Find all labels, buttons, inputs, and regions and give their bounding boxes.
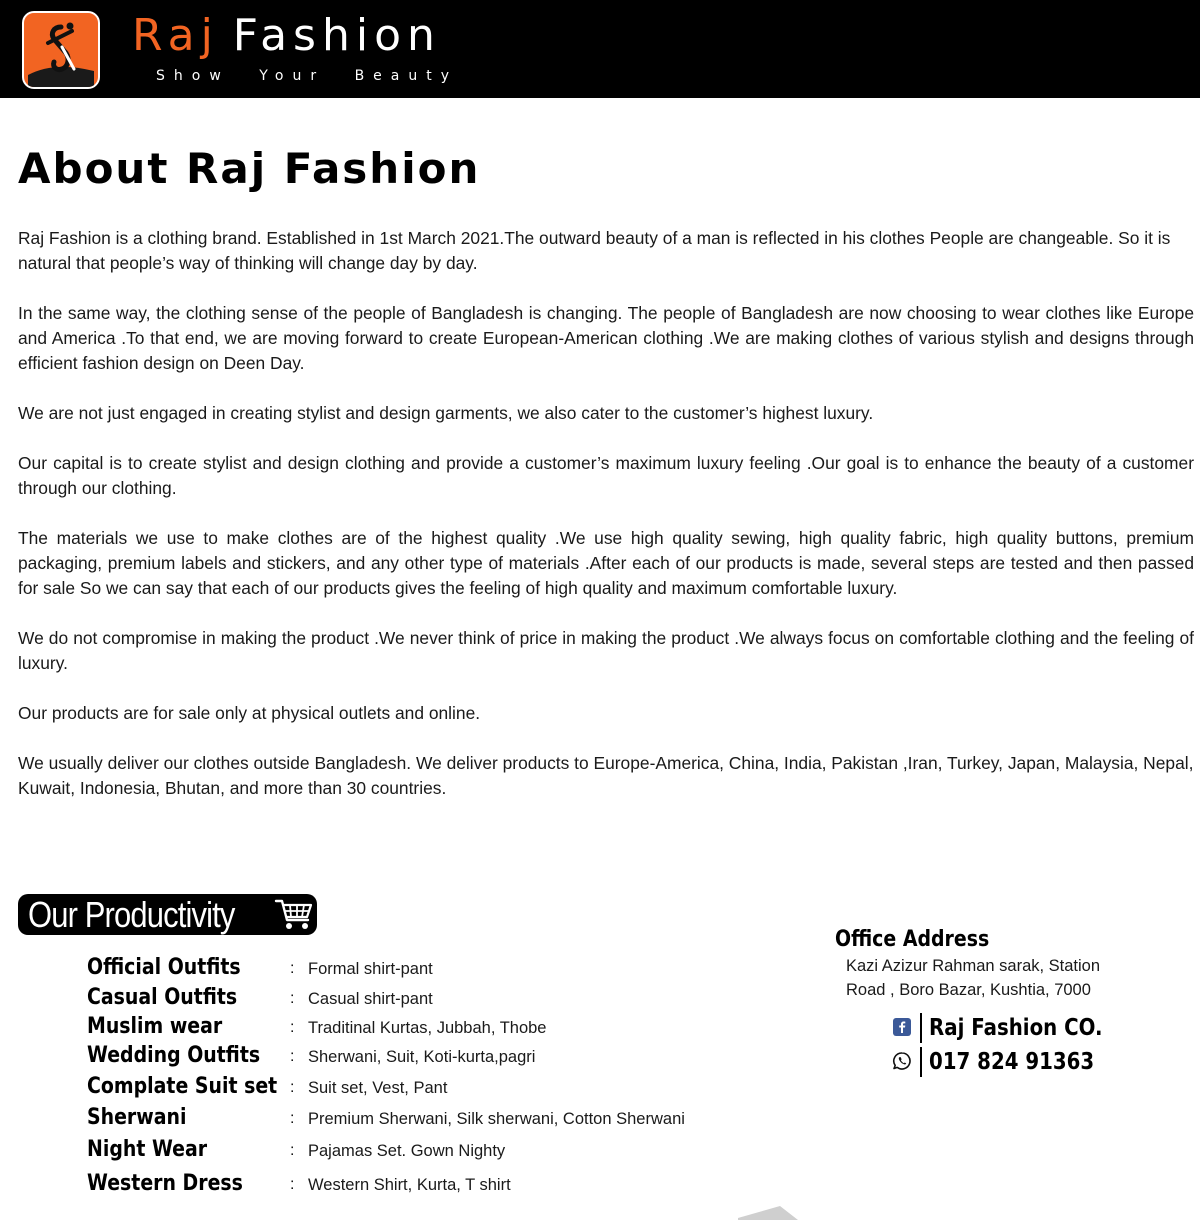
brand-name xyxy=(132,10,441,61)
office-address-line: Road , Boro Bazar, Kushtia, 7000 xyxy=(846,981,1091,999)
brand-name-fashion: Fashion xyxy=(232,10,441,61)
about-text xyxy=(18,226,1194,826)
brand-name-raj: Raj xyxy=(132,10,219,61)
product-category: Muslim wear xyxy=(87,1014,223,1039)
product-items: Pajamas Set. Gown Nighty xyxy=(308,1142,506,1160)
page-title: About Raj Fashion xyxy=(18,144,481,193)
product-category: Casual Outfits xyxy=(87,985,238,1010)
product-items: Suit set, Vest, Pant xyxy=(308,1079,448,1097)
product-separator: : xyxy=(290,1019,295,1036)
product-separator: : xyxy=(290,1142,295,1159)
product-row xyxy=(0,1170,800,1200)
about-paragraph: Our capital is to create stylist and design clothing and provide a customer’s maximum luxury feeling .Our goal is to enhance the beauty of a customer through our clothing. xyxy=(18,453,1194,498)
brand-tagline: Show Your Beauty xyxy=(156,68,459,84)
product-separator: : xyxy=(290,960,295,977)
decorative-shadow xyxy=(738,1206,798,1220)
whatsapp-icon[interactable] xyxy=(892,1051,912,1071)
product-separator: : xyxy=(290,1079,295,1096)
about-paragraph: In the same way, the clothing sense of the people of Bangladesh is changing. The people of Bangladesh are now choosing to wear clothes like Europe and America .To that end, we are moving forward to create European-American clothing .We are making clothes of various stylish and designs through efficient fashion design on Deen Day. xyxy=(18,303,1194,373)
product-category: Official Outfits xyxy=(87,955,241,980)
office-address-line: Kazi Azizur Rahman sarak, Station xyxy=(846,957,1101,975)
contact-divider xyxy=(920,1013,922,1043)
about-paragraph: Our products are for sale only at physical outlets and online. xyxy=(18,703,481,723)
product-row xyxy=(0,1013,800,1043)
product-category: Wedding Outfits xyxy=(87,1043,261,1068)
product-items: Casual shirt-pant xyxy=(308,990,433,1008)
product-row xyxy=(0,984,800,1014)
product-items: Sherwani, Suit, Koti-kurta,pagri xyxy=(308,1048,536,1066)
site-header xyxy=(0,0,1200,98)
about-paragraph: The materials we use to make clothes are of the highest quality .We use high quality sewing, high quality fabric, high quality buttons, premium packaging, premium labels and stickers, and any other type of materials .After each of our products is made, several steps are tested and then passed for sale So we can say that each of our products gives the feeling of high quality and maximum comfortable luxury. xyxy=(18,528,1194,598)
product-category: Western Dress xyxy=(87,1171,243,1196)
product-category: Sherwani xyxy=(87,1105,187,1130)
facebook-contact[interactable] xyxy=(892,1013,1192,1043)
product-row xyxy=(0,1136,800,1166)
product-items: Formal shirt-pant xyxy=(308,960,433,978)
product-items: Western Shirt, Kurta, T shirt xyxy=(308,1176,511,1194)
product-separator: : xyxy=(290,990,295,1007)
about-paragraph: Raj Fashion is a clothing brand. Established in 1st March 2021.The outward beauty of a man is reflected in his clothes People are changeable. So it is natural that people’s way of thinking will change day by day. xyxy=(18,228,1171,273)
product-row xyxy=(0,1042,800,1072)
whatsapp-number[interactable]: 017 824 91363 xyxy=(929,1049,1095,1075)
product-items: Premium Sherwani, Silk sherwani, Cotton Sherwani xyxy=(308,1110,685,1128)
facebook-icon[interactable] xyxy=(892,1017,912,1037)
rf-monogram-logo-icon[interactable] xyxy=(22,11,100,89)
product-row xyxy=(0,954,800,984)
productivity-banner xyxy=(18,894,317,935)
productivity-title: Our Productivity xyxy=(28,894,235,935)
product-items: Traditinal Kurtas, Jubbah, Thobe xyxy=(308,1019,547,1037)
product-category: Complate Suit set xyxy=(87,1074,278,1099)
shopping-cart-icon xyxy=(274,898,314,932)
product-separator: : xyxy=(290,1176,295,1193)
product-row xyxy=(0,1104,800,1134)
product-separator: : xyxy=(290,1110,295,1127)
about-paragraph: We are not just engaged in creating stylist and design garments, we also cater to the customer’s highest luxury. xyxy=(18,403,874,423)
contact-divider xyxy=(920,1047,922,1077)
office-address-title: Office Address xyxy=(835,927,990,952)
product-category: Night Wear xyxy=(87,1137,208,1162)
product-row xyxy=(0,1073,800,1103)
product-separator: : xyxy=(290,1048,295,1065)
about-paragraph: We do not compromise in making the product .We never think of price in making the product .We always focus on comfortable clothing and the feeling of luxury. xyxy=(18,628,1194,673)
whatsapp-contact[interactable] xyxy=(892,1047,1192,1077)
about-paragraph: We usually deliver our clothes outside Bangladesh. We deliver products to Europe-America, China, India, Pakistan ,Iran, Turkey, Japan, Malaysia, Nepal, Kuwait, Indonesia, Bhutan, and more than 30 countries. xyxy=(18,753,1194,798)
facebook-page-name[interactable]: Raj Fashion CO. xyxy=(929,1015,1103,1041)
